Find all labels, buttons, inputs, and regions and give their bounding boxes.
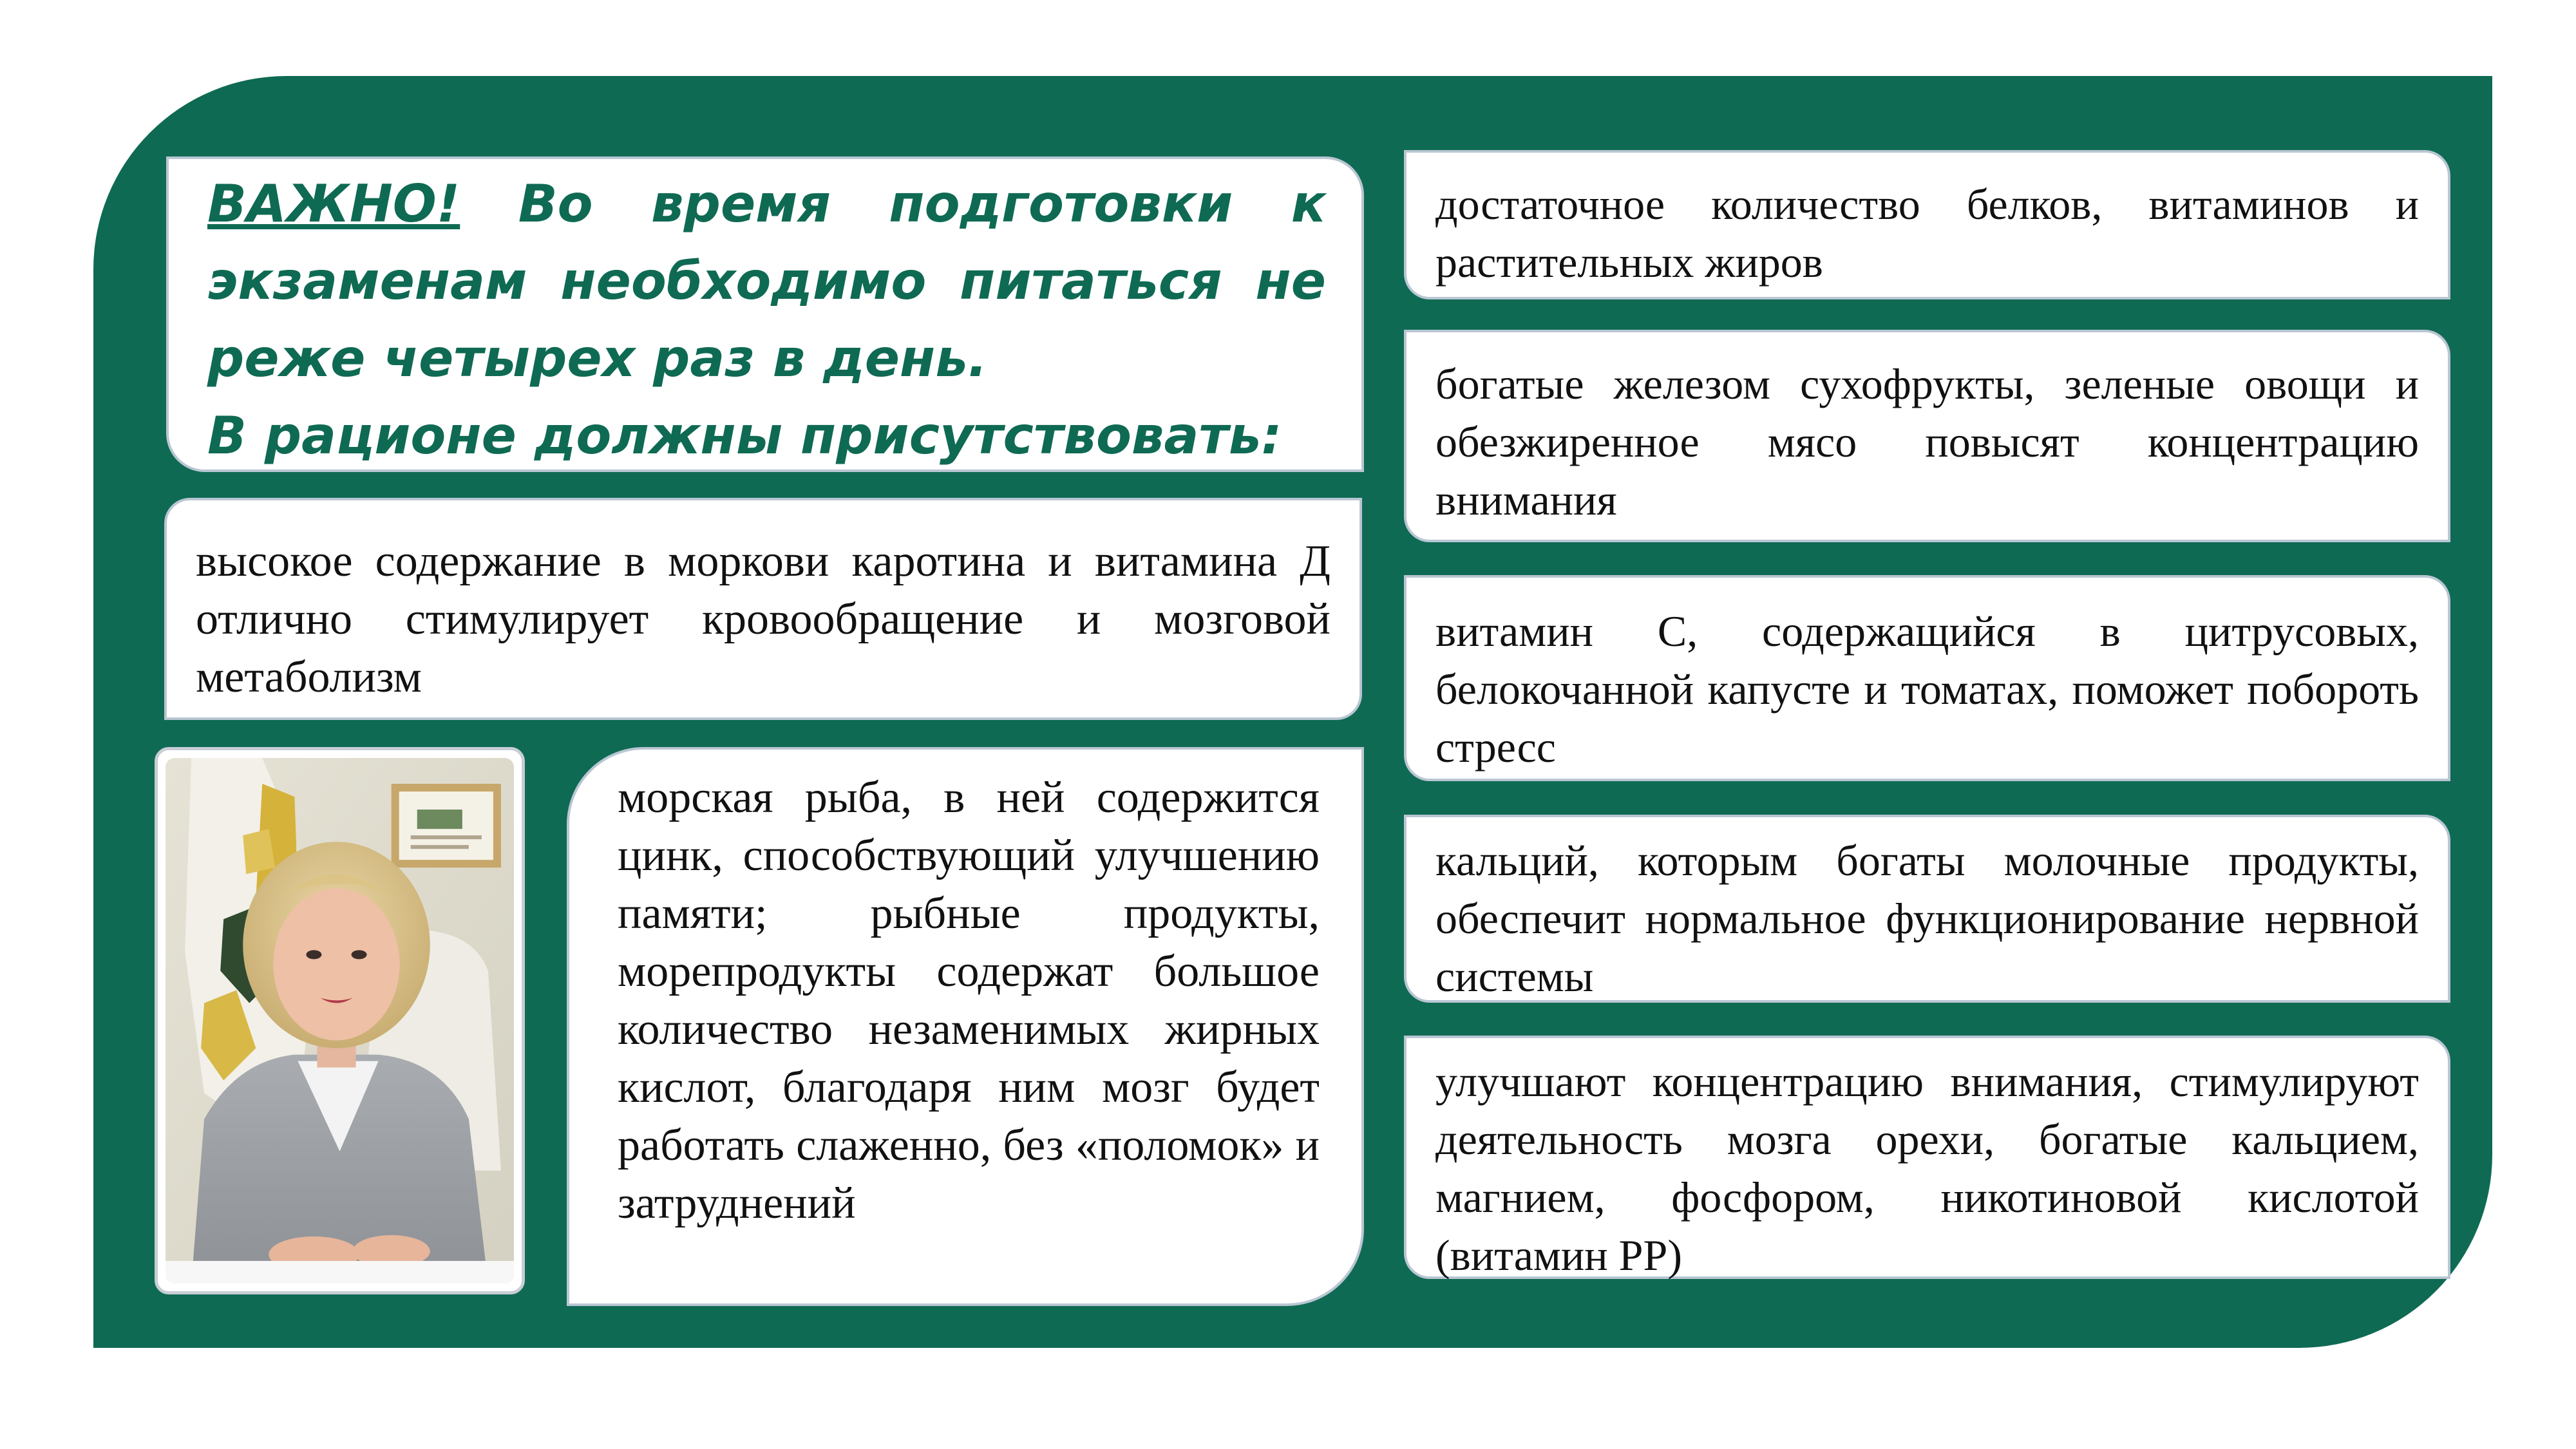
iron-card-text: богатые железом сухофрукты, зеленые овощи и обезжиренное мясо повысят концентрацию внимания bbox=[1435, 359, 2419, 524]
iron-card bbox=[1404, 330, 2450, 542]
nuts-card bbox=[1404, 1036, 2450, 1279]
protein-card bbox=[1404, 150, 2450, 299]
important-line2: В рационе должны присутствовать: bbox=[207, 406, 1282, 466]
carrot-card-text: высокое содержание в моркови каротина и витамина Д отлично стимулирует кровообращение и мозговой метаболизм bbox=[196, 536, 1331, 702]
fish-card bbox=[567, 747, 1364, 1306]
vitamin-c-card-text: витамин С, содержащийся в цитрусовых, белокочанной капусте и томатах, поможет побороть стресс bbox=[1435, 607, 2419, 772]
nuts-card-text: улучшают концентрацию внимания, стимулируют деятельность мозга орехи, богатые кальцием, магнием, фосфором, никотиновой кислотой (витамин PP) bbox=[1435, 1057, 2419, 1280]
important-notice-card bbox=[166, 156, 1364, 472]
important-label: ВАЖНО! bbox=[207, 174, 460, 234]
vitamin-c-card bbox=[1404, 575, 2450, 781]
portrait-photo bbox=[155, 747, 525, 1294]
protein-card-text: достаточное количество белков, витаминов и растительных жиров bbox=[1435, 180, 2419, 287]
important-line1: Во время подготовки к экзаменам необходимо питаться не реже четырех раз в день. bbox=[207, 174, 1326, 388]
fish-card-text: морская рыба, в ней содержится цинк, способствующий улучшению памяти; рыбные продукты, морепродукты содержат большое количество незаменимых жирных кислот, благодаря ним мозг будет работать слаженно, без «поломок» и затруднений bbox=[618, 773, 1320, 1228]
carrot-card bbox=[164, 498, 1362, 720]
calcium-card bbox=[1404, 815, 2450, 1003]
calcium-card-text: кальций, которым богаты молочные продукты, обеспечит нормальное функционирование нервной системы bbox=[1435, 836, 2419, 1001]
portrait-image bbox=[166, 758, 514, 1283]
important-notice-text bbox=[207, 166, 1326, 475]
